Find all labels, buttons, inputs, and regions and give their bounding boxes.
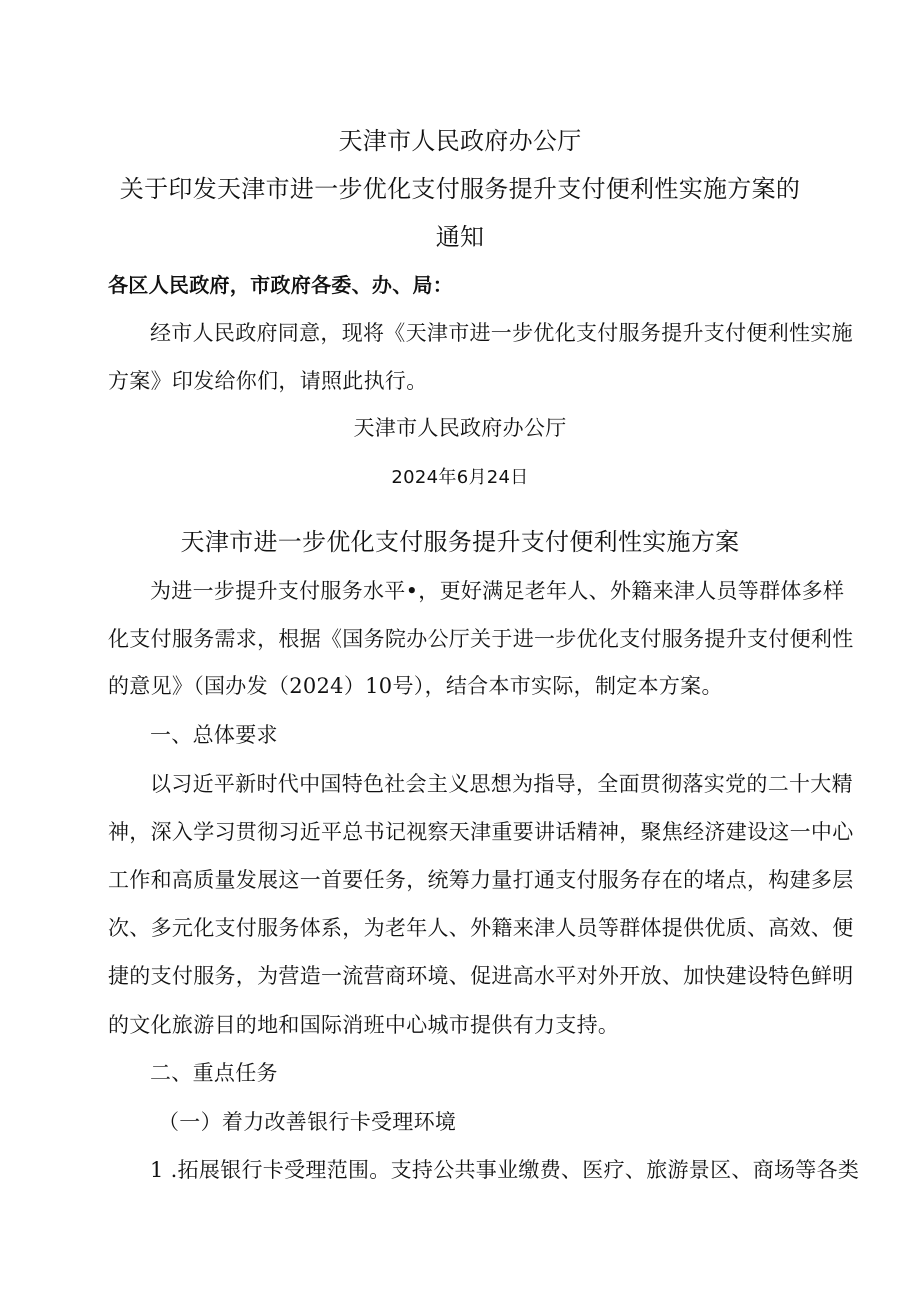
intro-line-1: 为进一步提升支付服务水平•，更好满足老年人、外籍来津人员等群体多样 bbox=[150, 579, 845, 603]
notice-title-line-1: 关于印发天津市进一步优化支付服务提升支付便利性实施方案的 bbox=[119, 175, 801, 203]
section-1-line-6: 的文化旅游目的地和国际消班中心城市提供有力支持。 bbox=[108, 1013, 620, 1037]
notice-title-line-2: 通知 bbox=[435, 223, 485, 251]
plan-title: 天津市进一步优化支付服务提升支付便利性实施方案 bbox=[180, 528, 740, 556]
addressee: 各区人民政府，市政府各委、办、局： bbox=[108, 273, 454, 297]
subsection-1-heading: （一）着力改善银行卡受理环境 bbox=[158, 1110, 457, 1134]
issuer-heading: 天津市人民政府办公厅 bbox=[338, 127, 582, 155]
section-1-heading: 一、总体要求 bbox=[150, 723, 278, 747]
section-1-line-3: 工作和高质量发展这一首要任务，统筹力量打通支付服务存在的堵点，构建多层 bbox=[108, 868, 854, 892]
intro-line-3: 的意见》（国办发（2024）10号），结合本市实际，制定本方案。 bbox=[108, 674, 723, 698]
item-1-line: 1 .拓展银行卡受理范围。支持公共事业缴费、医疗、旅游景区、商场等各类 bbox=[150, 1158, 860, 1182]
notice-body-line-2: 方案》印发给你们，请照此执行。 bbox=[108, 369, 428, 393]
signature: 天津市人民政府办公厅 bbox=[353, 416, 567, 440]
notice-date: 2024年6月24日 bbox=[391, 467, 529, 488]
intro-line-2: 化支付服务需求，根据《国务院办公厅关于进一步优化支付服务提升支付便利性 bbox=[108, 627, 854, 651]
section-1-line-5: 捷的支付服务，为营造一流营商环境、促进高水平对外开放、加快建设特色鲜明 bbox=[108, 964, 854, 988]
notice-body-line-1: 经市人民政府同意，现将《天津市进一步优化支付服务提升支付便利性实施 bbox=[150, 321, 853, 345]
section-1-line-4: 次、多元化支付服务体系，为老年人、外籍来津人员等群体提供优质、高效、便 bbox=[108, 916, 854, 940]
section-1-line-1: 以习近平新时代中国特色社会主义思想为指导，全面贯彻落实党的二十大精 bbox=[150, 772, 853, 796]
section-2-heading: 二、重点任务 bbox=[150, 1061, 278, 1085]
section-1-line-2: 神，深入学习贯彻习近平总书记视察天津重要讲话精神，聚焦经济建设这一中心 bbox=[108, 820, 854, 844]
